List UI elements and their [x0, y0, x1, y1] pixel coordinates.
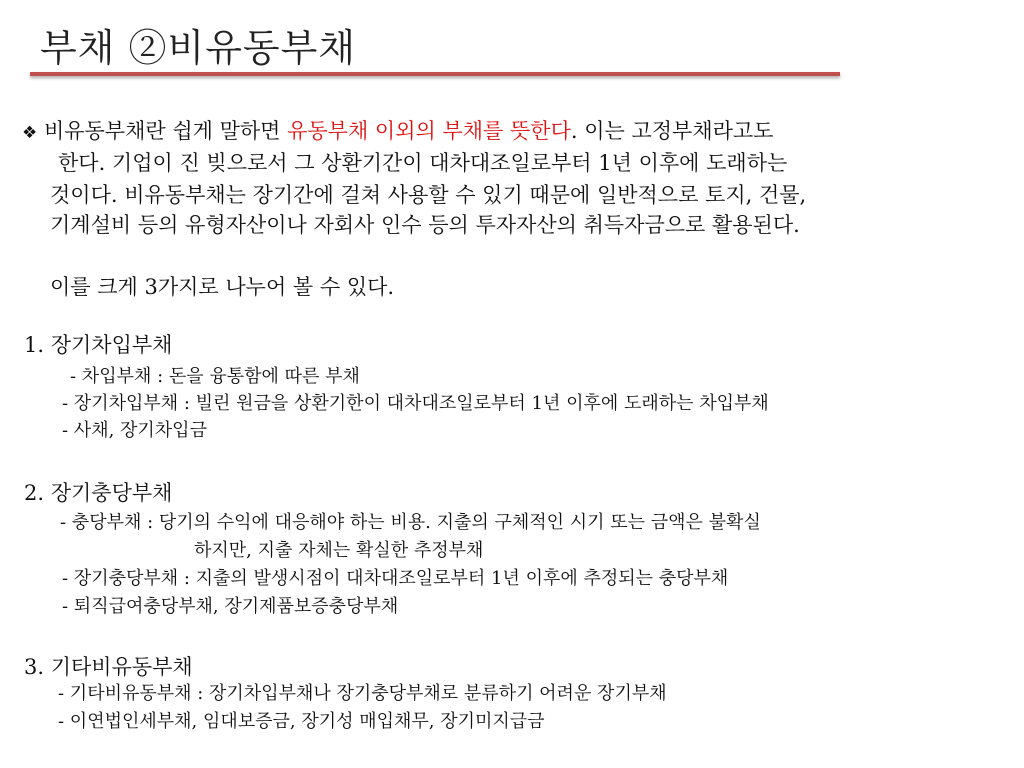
list-item: - 충당부채 : 당기의 수익에 대응해야 하는 비용. 지출의 구체적인 시기 또는 금액은 불확실 [60, 512, 761, 533]
list-item: - 이연법인세부채, 임대보증금, 장기성 매입채무, 장기미지급금 [58, 711, 545, 732]
list-item: - 장기차입부채 : 빌린 원금을 상환기한이 대차대조일로부터 1년 이후에 도래하는 차입부채 [62, 393, 769, 414]
intro-highlight: 유동부채 이외의 부채를 뜻한다 [287, 119, 571, 143]
list-item: - 장기충당부채 : 지출의 발생시점이 대차대조일로부터 1년 이후에 추정되는 충당부채 [62, 568, 729, 589]
intro-text-before: 비유동부채란 쉽게 말하면 [43, 119, 288, 143]
intro-text-after: . 이는 고정부채라고도 [570, 119, 774, 143]
diamond-bullet-icon: ❖ [22, 123, 38, 143]
title-underline [30, 72, 840, 76]
intro-summary: 이를 크게 3가지로 나누어 볼 수 있다. [50, 275, 395, 299]
intro-line-1 [22, 116, 773, 148]
list-item-continuation: 하지만, 지출 자체는 확실한 추정부채 [194, 540, 484, 561]
intro-line-4: 기계설비 등의 유형자산이나 자회사 인수 등의 투자자산의 취득자금으로 활용된다. [50, 213, 800, 237]
section-heading: 2. 장기충당부채 [24, 481, 173, 505]
list-item: - 차입부채 : 돈을 융통함에 따른 부채 [70, 366, 360, 387]
section-heading: 1. 장기차입부채 [24, 333, 173, 357]
list-item: - 사채, 장기차입금 [62, 420, 207, 441]
intro-line-2: 한다. 기업이 진 빚으로서 그 상환기간이 대차대조일로부터 1년 이후에 도래하는 [58, 151, 788, 175]
section-heading: 3. 기타비유동부채 [24, 655, 193, 679]
list-item: - 기타비유동부채 : 장기차입부채나 장기충당부채로 분류하기 어려운 장기부채 [58, 683, 667, 704]
intro-line-3: 것이다. 비유동부채는 장기간에 걸쳐 사용할 수 있기 때문에 일반적으로 토지, 건물, [50, 183, 807, 207]
list-item: - 퇴직급여충당부채, 장기제품보증충당부채 [62, 596, 399, 617]
slide-title: 부채 ②비유동부채 [40, 26, 357, 70]
